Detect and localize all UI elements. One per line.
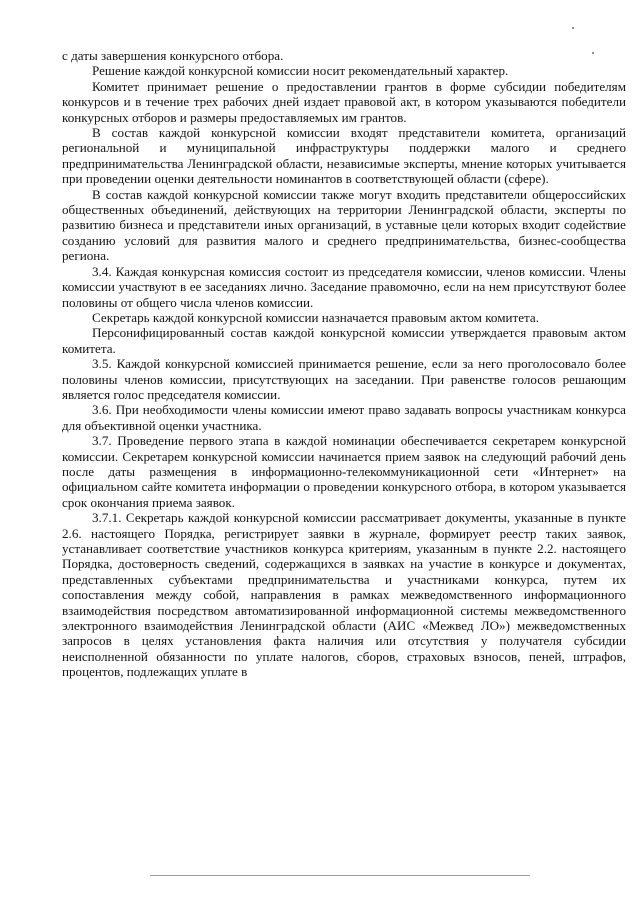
paragraph-recommendation: Решение каждой конкурсной комиссии носит рекомендательный характер. <box>92 63 509 79</box>
paragraph-section-3-5: 3.5. Каждой конкурсной комиссией принимается решение, если за него проголосовало более половины членов комиссии, присутствующих на заседании. При равенстве голосов решающим является голос председателя комиссии. <box>62 356 626 402</box>
paragraph-section-3-7-1: 3.7.1. Секретарь каждой конкурсной комиссии рассматривает документы, указанные в пункте 2.6. настоящего Порядка, регистрирует заявки в журнале, формирует реестр таких заявок, устанавливает соответствие участников конкурса критериям, указанным в пункте 2.2. настоящего Порядка, достоверность сведений, содержащихся в заявках на участие в конкурсе и документах, представленных субъектами предпринимательства и участниками конкурса, путем их сопоставления между собой, направления в рамках межведомственного информационного взаимодействия посредством автоматизированной информационной системы межведомственного электронного взаимодействия Ленинградской области (АИС «Межвед ЛО») межведомственных запросов в целях установления факта наличия или отсутствия у получателя субсидии неисполненной обязанности по уплате налогов, сборов, страховых взносов, пеней, штрафов, процентов, подлежащих уплате в <box>62 510 626 680</box>
paragraph-personal-composition: Персонифицированный состав каждой конкурсной комиссии утверждается правовым актом комитета. <box>62 325 626 356</box>
paragraph-section-3-4: 3.4. Каждая конкурсная комиссия состоит из председателя комиссии, членов комиссии. Члены комиссии участвуют в ее заседаниях лично. Заседание правомочно, если на нем присутствуют более половины от общего числа членов комиссии. <box>62 263 626 310</box>
paragraph-continuation: с даты завершения конкурсного отбора. <box>62 48 284 63</box>
paragraph-commission-additional-members: В состав каждой конкурсной комиссии также могут входить представители общероссийских общественных объединений, действующих на территории Ленинградской области, эксперты по развитию бизнеса и представители иных организаций, в уставные цели которых входит содействие созданию условий для развития малого и среднего предпринимательства, бизнес-сообщества региона. <box>62 186 626 264</box>
scan-speck <box>572 27 574 29</box>
scan-edge-line <box>150 875 530 876</box>
paragraph-section-3-6: 3.6. При необходимости члены комиссии имеют право задавать вопросы участникам конкурса для объективной оценки участника. <box>62 402 626 433</box>
paragraph-section-3-7: 3.7. Проведение первого этапа в каждой номинации обеспечивается секретарем конкурсной комиссии. Секретарем конкурсной комиссии начинается прием заявок на следующий рабочий день после даты размещения в информационно-телекоммуникационной сети «Интернет» на официальном сайте комитета информации о проведении конкурсного отбора, в котором указывается срок окончания приема заявок. <box>62 433 626 510</box>
paragraph-secretary-appointment: Секретарь каждой конкурсной комиссии назначается правовым актом комитета. <box>92 309 540 325</box>
document-page <box>62 48 626 680</box>
paragraph-commission-composition: В состав каждой конкурсной комиссии входят представители комитета, организаций региональной и муниципальной инфраструктуры поддержки малого и среднего предпринимательства Ленинградской области, независимые эксперты, мнение которых учитывается при проведении оценки деятельности номинантов в соответствующей области (сфере). <box>62 125 626 187</box>
paragraph-committee-decision: Комитет принимает решение о предоставлении грантов в форме субсидии победителям конкурсов и в течение трех рабочих дней издает правовой акт, в котором указываются победители конкурсных отборов и размеры предоставляемых им грантов. <box>62 78 626 125</box>
